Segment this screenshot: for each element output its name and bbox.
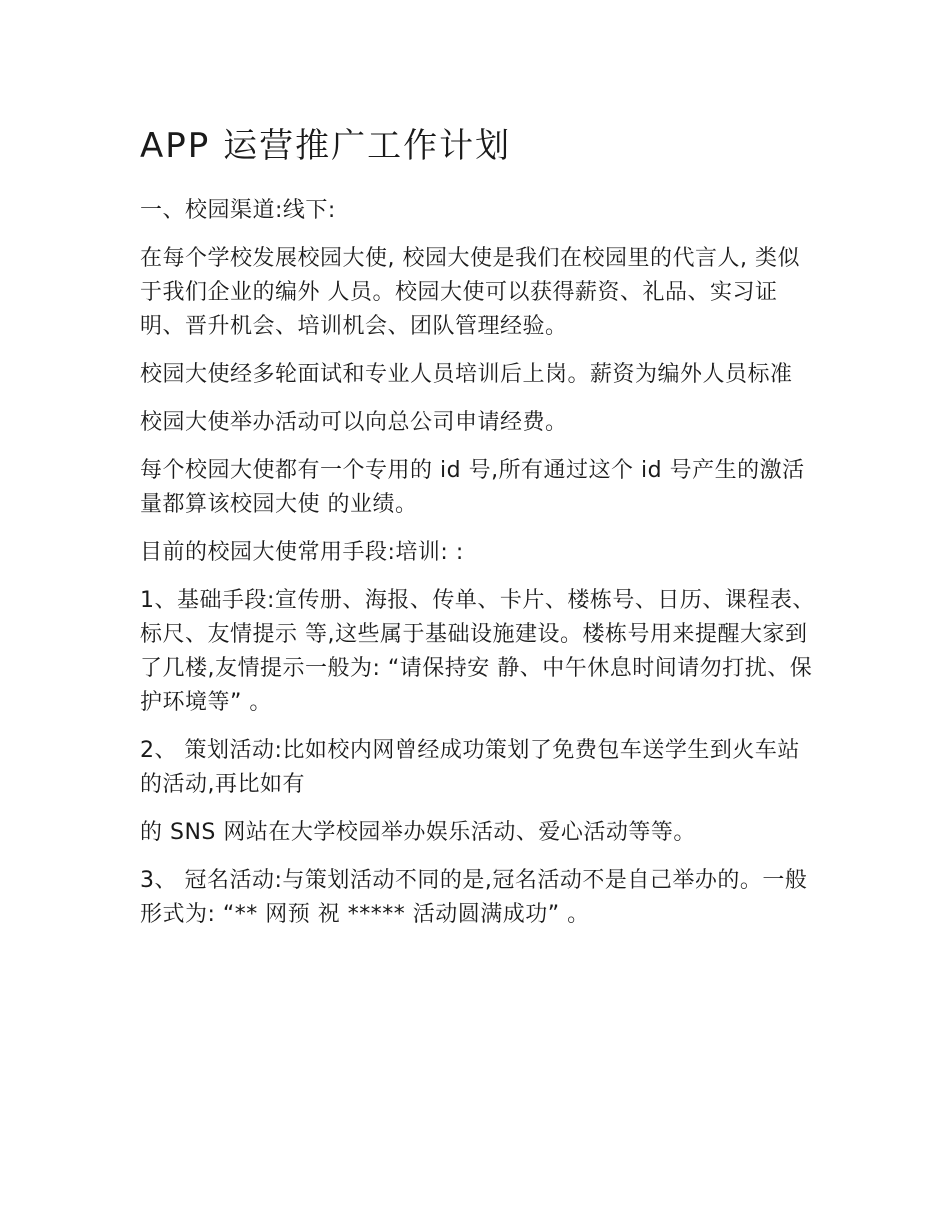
document-page: [140, 122, 820, 946]
paragraph-ambassador-intro: 在每个学校发展校园大使, 校园大使是我们在校园里的代言人, 类似于我们企业的编外 人员。校园大使可以获得薪资、礼品、实习证明、晋升机会、培训机会、团队管理经验。: [140, 246, 800, 339]
section-heading-campus-channel: 一、校园渠道:线下:: [140, 198, 336, 223]
paragraph-ambassador-training: 校园大使经多轮面试和专业人员培训后上岗。薪资为编外人员标准: [140, 362, 793, 387]
paragraph-common-methods: 目前的校园大使常用手段:培训: :: [140, 540, 464, 565]
paragraph-ambassador-funding: 校园大使举办活动可以向总公司申请经费。: [140, 410, 568, 435]
list-item-sponsored-events: 3、 冠名活动:与策划活动不同的是,冠名活动不是自己举办的。一般形式为: “** 网预 祝 ***** 活动圆满成功” 。: [140, 868, 808, 927]
list-item-planned-events: 2、 策划活动:比如校内网曾经成功策划了免费包车送学生到火车站的活动,再比如有: [140, 738, 800, 797]
paragraph-sns-events: 的 SNS 网站在大学校园举办娱乐活动、爱心活动等等。: [140, 820, 696, 845]
list-item-basic-methods: 1、基础手段:宣传册、海报、传单、卡片、楼栋号、日历、课程表、标尺、友情提示 等,这些属于基础设施建设。楼栋号用来提醒大家到了几楼,友情提示一般为: “请保持安 静、中午休息时间请勿打扰、保护环境等” 。: [140, 588, 815, 715]
paragraph-ambassador-id: 每个校园大使都有一个专用的 id 号,所有通过这个 id 号产生的激活量都算该校园大使 的业绩。: [140, 458, 805, 517]
document-title: APP 运营推广工作计划: [140, 126, 512, 166]
